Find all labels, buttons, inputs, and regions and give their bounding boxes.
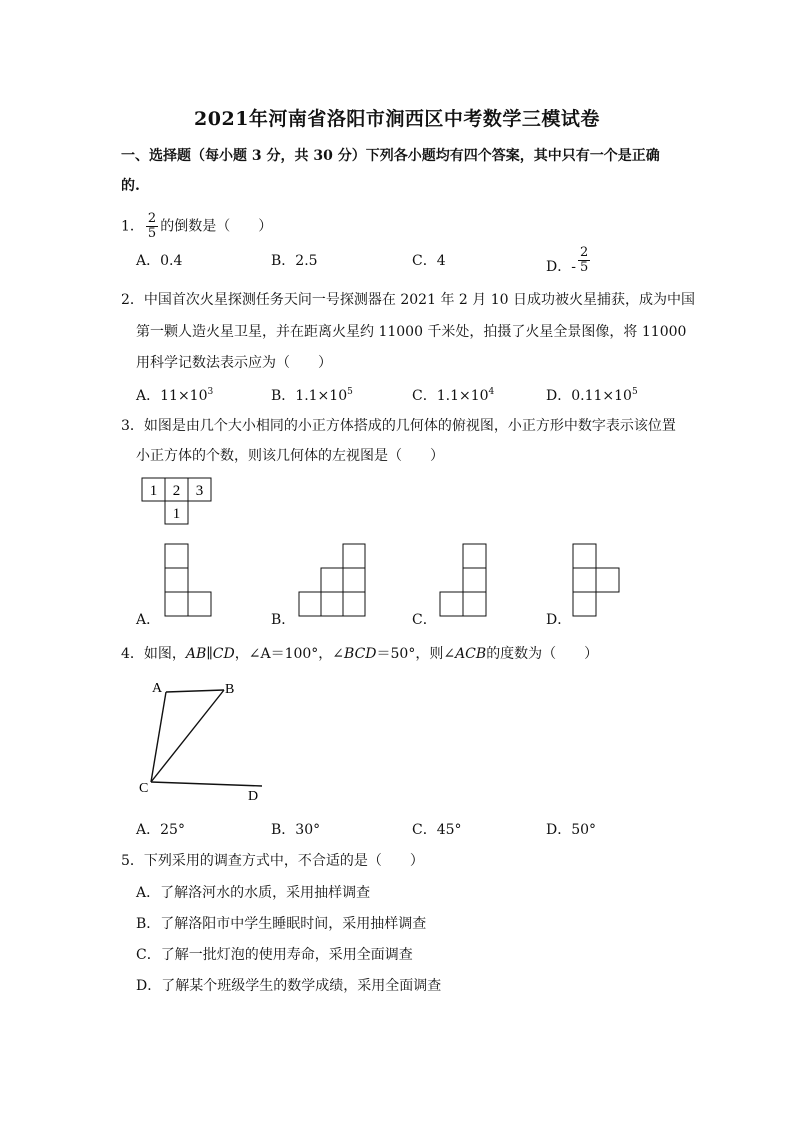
q2-option-a: A．$11\times 10^3$ (136, 387, 214, 404)
q5-option-d: D．了解某个班级学生的数学成绩，采用全面调查 (136, 978, 442, 994)
q3-option-d-label: D． (546, 612, 572, 628)
question-1-fraction (146, 212, 158, 241)
q1-option-c: C．4 (412, 253, 446, 269)
q3-option-b-figure (298, 543, 370, 619)
question-2-line1: 2．中国首次火星探测任务天问一号探测器在 2021 年 2 月 10 日成功被火星捕获，成为中国 (121, 292, 695, 308)
q3-option-d-figure (572, 543, 622, 619)
grid-cell-2: 2 (172, 483, 181, 499)
question-1-number: 1． (121, 218, 144, 235)
q2-option-b: B．$1.1\times 10^5$ (271, 387, 353, 404)
q5-option-a: A．了解洛河水的水质，采用抽样调查 (136, 885, 371, 901)
question-1-stem (121, 212, 272, 241)
fraction-denominator: 5 (147, 226, 157, 241)
fraction-numerator: 2 (147, 211, 157, 226)
question-3-line1: 3．如图是由几个大小相同的小正方体搭成的几何体的俯视图，小正方形中数字表示该位置 (121, 418, 676, 434)
q5-option-c: C．了解一批灯泡的使用寿命，采用全面调查 (136, 947, 413, 963)
segment-ac (151, 692, 166, 782)
question-2-line2: 第一颗人造火星卫星，并在距离火星约 11000 千米处，拍摄了火星全景图像，将 11000 (136, 324, 687, 340)
top-view-grid (140, 476, 220, 532)
q1-option-b: B．2.5 (271, 253, 318, 269)
section-header-line1: 一、选择题（每小题 3 分，共 30 分）下列各小题均有四个答案，其中只有一个是正确 (121, 148, 660, 164)
q3-option-b-label: B． (271, 612, 296, 628)
grid-cell-3: 3 (195, 483, 204, 499)
parallel-lines-figure (134, 676, 274, 806)
question-5-stem: 5．下列采用的调查方式中，不合适的是（ ） (121, 853, 424, 869)
grid-cell-4: 1 (172, 506, 181, 522)
segment-ab (166, 690, 224, 692)
q1-option-a: A．0.4 (136, 253, 183, 269)
point-d-label: D (248, 789, 259, 804)
segment-bc (151, 690, 224, 782)
q2-option-d: D．$0.11\times 10^5$ (546, 387, 638, 404)
page-title: 2021年河南省洛阳市涧西区中考数学三模试卷 (194, 108, 600, 130)
q4-option-c: C．45° (412, 822, 462, 838)
q3-option-c-figure (439, 543, 489, 619)
question-2-line3: 用科学记数法表示应为（ ） (136, 355, 332, 371)
grid-cell-1: 1 (149, 483, 158, 499)
q4-option-b: B．30° (271, 822, 321, 838)
q1-option-d: D．- $\frac{2}{5}$ (546, 245, 589, 275)
q3-option-c-label: C． (412, 612, 437, 628)
q2-option-c: C．$1.1\times 10^4$ (412, 387, 495, 404)
q4-option-a: A．25° (136, 822, 185, 838)
question-1-text: 的倒数是（ ） (160, 218, 273, 235)
segment-cd (151, 782, 262, 786)
q5-option-b: B．了解洛阳市中学生睡眠时间，采用抽样调查 (136, 916, 427, 932)
question-4-stem: 4．如图，AB∥CD，∠A＝100°，∠BCD＝50°，则∠ACB的度数为（ ） (121, 646, 599, 662)
point-b-label: B (225, 682, 235, 697)
point-a-label: A (152, 681, 163, 696)
question-3-line2: 小正方体的个数，则该几何体的左视图是（ ） (136, 448, 444, 464)
q4-option-d: D．50° (546, 822, 597, 838)
q3-option-a-figure (164, 543, 214, 619)
q3-option-a-label: A． (136, 612, 161, 628)
point-c-label: C (139, 781, 149, 796)
section-header-line2: 的. (121, 178, 140, 194)
